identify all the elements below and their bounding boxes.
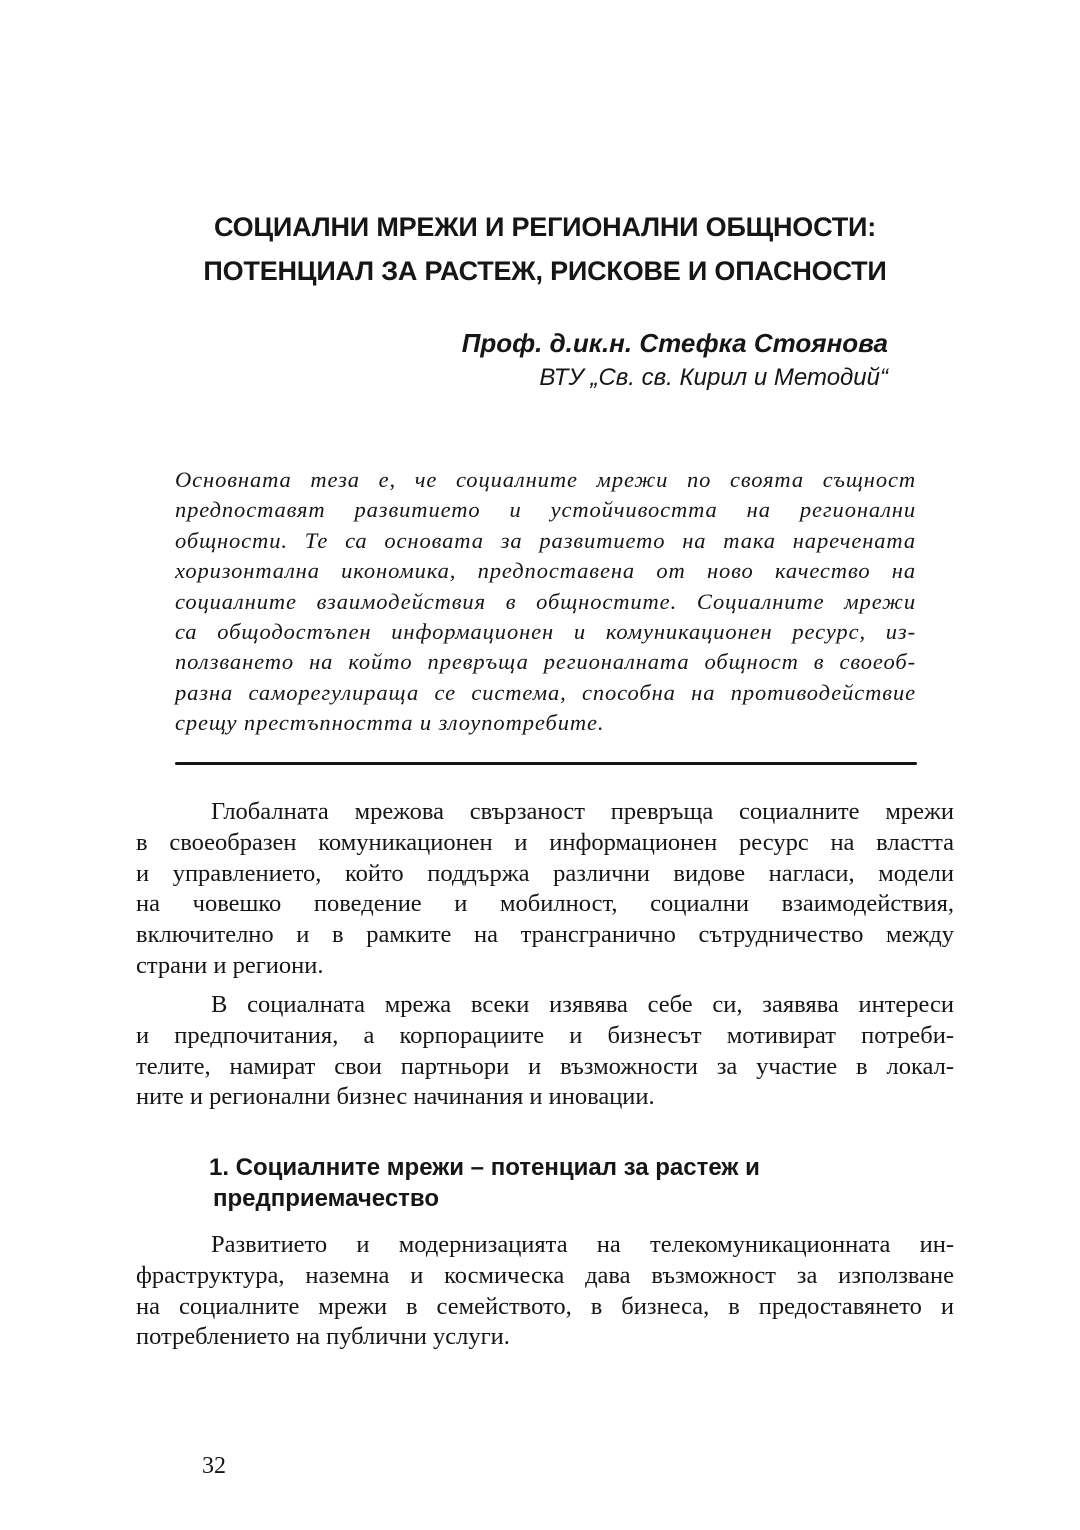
abstract — [175, 465, 916, 739]
author-affiliation: ВТУ „Св. св. Кирил и Методий“ — [539, 364, 888, 391]
section-heading-line-2: предприемачество — [213, 1185, 440, 1212]
body-line: на социалните мрежи в семейството, в бизнеса, в предоставянето и — [136, 1292, 954, 1320]
body-line: Развитието и модернизацията на телекомуникационната ин- — [211, 1231, 954, 1258]
body-line: фраструктура, наземна и космическа дава възможност за използване — [136, 1261, 954, 1289]
body-line: ните и регионални бизнес начинания и иновации. — [136, 1083, 655, 1111]
abstract-line: разна саморегулираща се система, способна на противодействие — [175, 679, 916, 705]
abstract-line: ползването на който превръща регионалната общност в своеоб- — [175, 649, 916, 675]
abstract-line: Основната теза е, че социалните мрежи по своята същност — [175, 467, 916, 492]
abstract-line: социалните взаимодействия в общностите. Социалните мрежи — [175, 588, 916, 614]
article-title-line-1: СОЦИАЛНИ МРЕЖИ И РЕГИОНАЛНИ ОБЩНОСТИ: — [213, 212, 876, 242]
body-line: и управлението, който поддържа различни видове нагласи, модели — [136, 859, 954, 887]
author-name: Проф. д.ик.н. Стефка Стоянова — [461, 328, 888, 358]
body-paragraph-2 — [136, 990, 954, 1113]
author-block — [462, 325, 888, 395]
section-heading-line-1: 1. Социалните мрежи – потенциал за растеж и — [209, 1154, 760, 1181]
body-line: телите, намират свои партньори и възможности за участие в локал- — [136, 1052, 954, 1080]
article-title-line-2: ПОТЕНЦИАЛ ЗА РАСТЕЖ, РИСКОВЕ И ОПАСНОСТИ — [203, 256, 887, 286]
body-line: и предпочитания, а корпорациите и бизнесът мотивират потреби- — [136, 1021, 954, 1049]
abstract-line: са общодостъпен информационен и комуникационен ресурс, из- — [175, 619, 916, 645]
body-line: на човешко поведение и мобилност, социални взаимодействия, — [136, 890, 954, 918]
section-divider — [175, 762, 917, 765]
page-number: 32 — [202, 1453, 226, 1479]
abstract-line: общности. Те са основата за развитието на така наречената — [175, 527, 916, 553]
article-title — [150, 205, 940, 293]
abstract-line: хоризонтална икономика, предпоставена от ново качество на — [175, 558, 916, 584]
section-heading — [209, 1152, 760, 1214]
body-line: страни и региони. — [136, 951, 324, 979]
abstract-line: предпоставят развитието и устойчивостта на регионални — [175, 497, 916, 523]
abstract-line: срещу престъпността и злоупотребите. — [175, 710, 605, 736]
body-line: в своеобразен комуникационен и информационен ресурс на властта — [136, 828, 954, 856]
body-paragraph-3 — [136, 1230, 954, 1353]
body-line: Глобалната мрежова свързаност превръща социалните мрежи — [211, 798, 954, 825]
body-line: потреблението на публични услуги. — [136, 1323, 510, 1351]
body-line: В социалната мрежа всеки изявява себе си, заявява интереси — [211, 991, 954, 1018]
body-paragraph-1 — [136, 797, 954, 982]
body-line: включително и в рамките на трансгранично сътрудничество между — [136, 921, 954, 949]
